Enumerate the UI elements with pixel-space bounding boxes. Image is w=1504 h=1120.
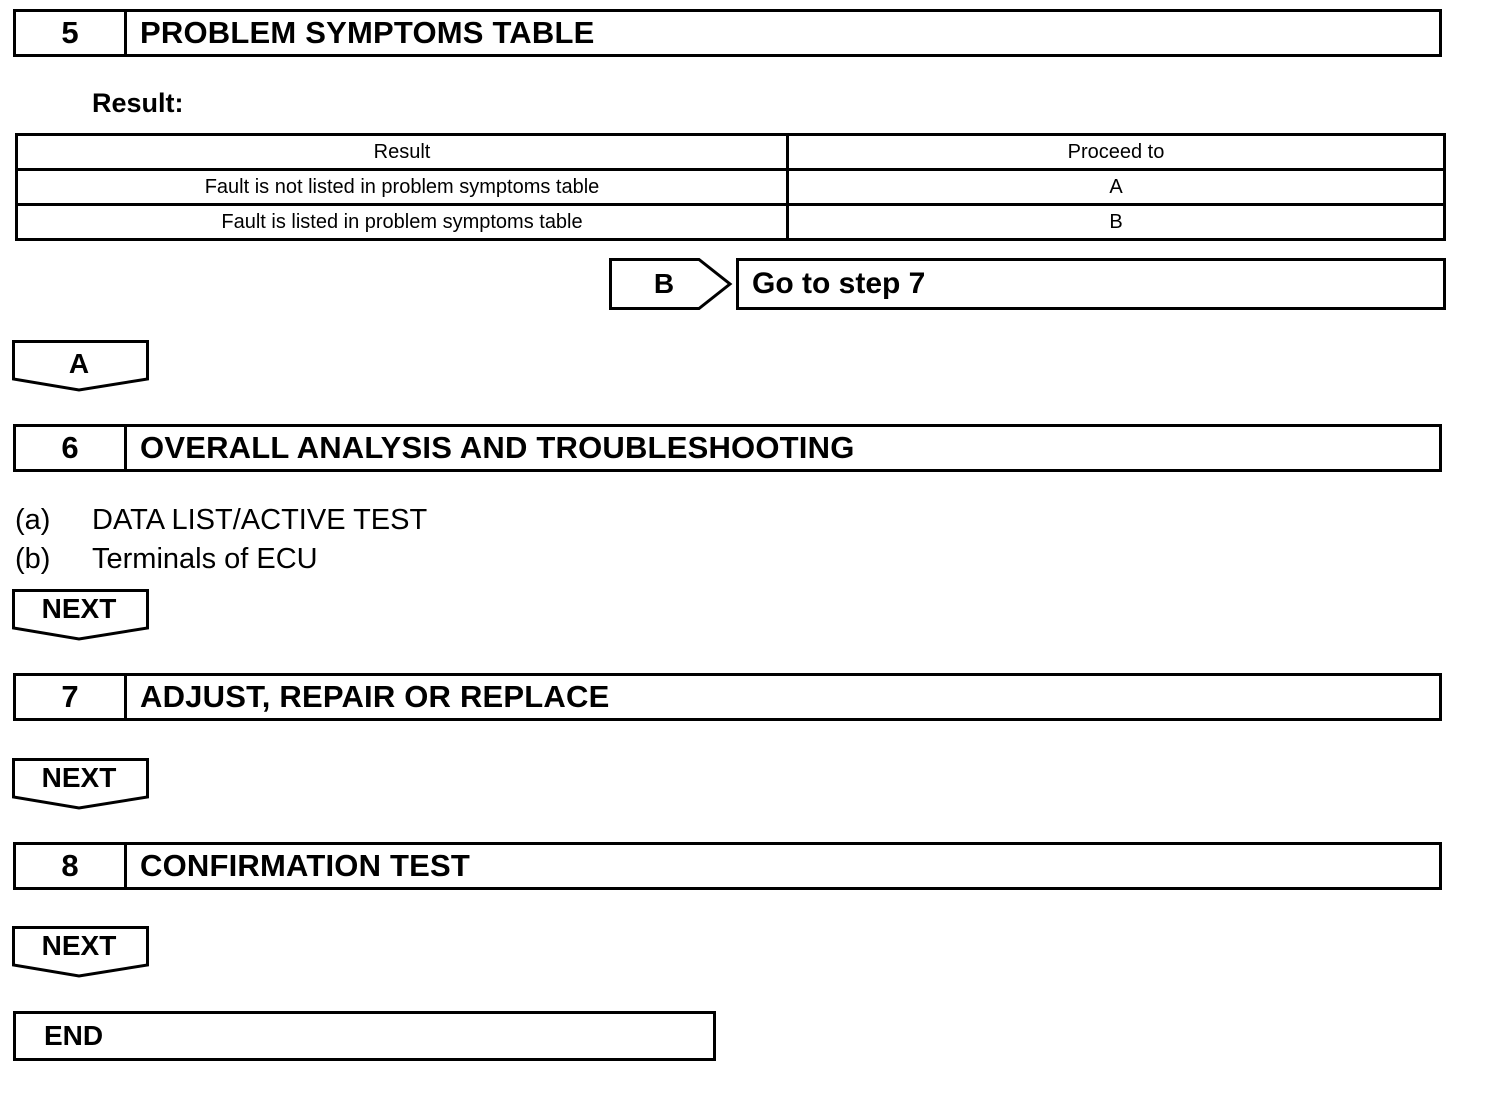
table-cell: Fault is not listed in problem symptoms table [17,170,788,205]
step-5-header [13,9,1442,57]
list-text: DATA LIST/ACTIVE TEST [92,504,428,536]
step-number: 5 [16,12,127,54]
branch-tag-label: B [653,268,675,299]
goto-step-box[interactable]: Go to step 7 [736,258,1446,310]
step-7-header [13,673,1442,721]
next-tag[interactable] [12,758,150,810]
next-tag[interactable] [12,589,150,641]
tag-label: NEXT [41,593,117,624]
end-box: END [13,1011,716,1061]
table-header-cell: Proceed to [788,135,1445,170]
step-number: 7 [16,676,127,718]
table-cell: A [788,170,1445,205]
result-table [15,133,1446,241]
step-title: ADJUST, REPAIR OR REPLACE [140,679,610,714]
result-label: Result: [92,88,184,118]
step-number: 8 [16,845,127,887]
list-item [15,543,318,576]
continue-a-tag[interactable] [12,340,150,392]
step-6-header [13,424,1442,472]
next-tag[interactable] [12,926,150,978]
table-header-row [17,135,1445,170]
step-title: PROBLEM SYMPTOMS TABLE [140,15,595,50]
list-marker: (a) [15,504,51,536]
step-title: OVERALL ANALYSIS AND TROUBLESHOOTING [140,430,855,465]
branch-b-tag[interactable] [609,258,733,310]
table-row [17,170,1445,205]
step-title: CONFIRMATION TEST [140,848,471,883]
tag-label: NEXT [41,930,117,961]
tag-label: A [68,348,90,379]
table-row [17,205,1445,240]
step-number: 6 [16,427,127,469]
tag-label: NEXT [41,762,117,793]
list-text: Terminals of ECU [92,543,318,575]
table-cell: Fault is listed in problem symptoms table [17,205,788,240]
table-cell: B [788,205,1445,240]
table-header-cell: Result [17,135,788,170]
list-item [15,504,427,537]
list-marker: (b) [15,543,51,575]
step-8-header [13,842,1442,890]
